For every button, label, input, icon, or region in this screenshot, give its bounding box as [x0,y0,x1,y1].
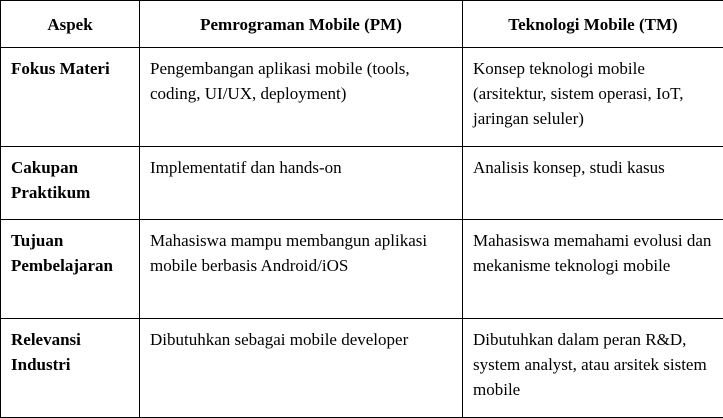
header-aspek: Aspek [1,1,140,48]
row-tm-cell: Mahasiswa memahami evolusi dan mekanisme teknologi mobile [463,220,723,319]
table-header-row [1,1,723,48]
row-pm-cell: Mahasiswa mampu membangun aplikasi mobile berbasis Android/iOS [140,220,463,319]
row-aspek-cell [1,146,140,220]
row-pm-cell: Dibutuhkan sebagai mobile developer [140,319,463,418]
row-aspek-line: Cakupan [11,157,79,177]
row-aspek-line: Praktikum [11,182,91,202]
row-aspek-cell [1,48,140,147]
table-row [1,319,723,418]
row-tm-cell: Analisis konsep, studi kasus [463,146,723,220]
row-aspek-cell [1,319,140,418]
header-pm: Pemrograman Mobile (PM) [140,1,463,48]
row-aspek-line: Relevansi [11,330,81,350]
row-tm-cell: Dibutuhkan dalam peran R&D, system analyst, atau arsitek sistem mobile [463,319,723,418]
header-tm: Teknologi Mobile (TM) [463,1,723,48]
row-aspek-cell [1,220,140,319]
row-aspek-line: Fokus Materi [11,59,110,78]
row-aspek-line: Tujuan [11,231,64,251]
row-tm-cell: Konsep teknologi mobile (arsitektur, sistem operasi, IoT, jaringan seluler) [463,48,723,147]
table-row [1,146,723,220]
row-aspek-line: Pembelajaran [11,256,113,276]
table-row [1,48,723,147]
row-pm-cell: Pengembangan aplikasi mobile (tools, coding, UI/UX, deployment) [140,48,463,147]
row-pm-cell: Implementatif dan hands-on [140,146,463,220]
row-aspek-line: Industri [11,355,71,375]
table-row [1,220,723,319]
